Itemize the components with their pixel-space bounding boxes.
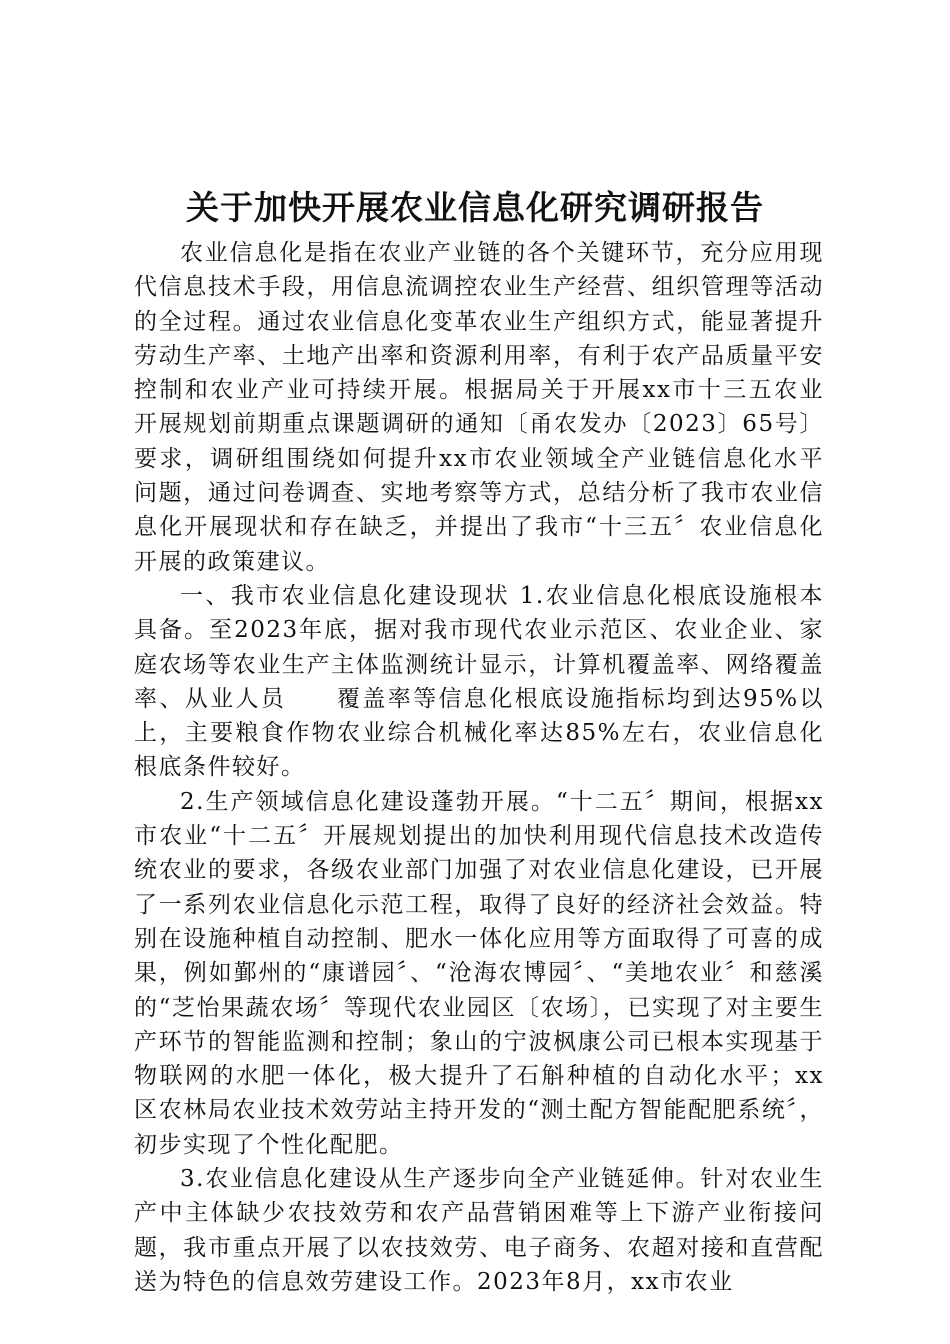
document-title: 关于加快开展农业信息化研究调研报告 [186,188,764,227]
document-body [134,236,824,1299]
paragraph-item-2: 2.生产领域信息化建设蓬勃开展。“十二五〞期间，根据xx市农业“十二五〞开展规划提出的加快利用现代信息技术改造传统农业的要求，各级农业部门加强了对农业信息化建设，已开展了一系列农业信息化示范工程，取得了良好的经济社会效益。特别在设施种植自动控制、肥水一体化应用等方面取得了可喜的成果，例如鄞州的“康谱园〞、“沧海农博园〞、“美地农业〞和慈溪的“芝怡果蔬农场〞等现代农业园区〔农场〕，已实现了对主要生产环节的智能监测和控制；象山的宁波枫康公司已根本实现基于物联网的水肥一体化，极大提升了石斛种植的自动化水平；xx区农林局农业技术效劳站主持开发的“测土配方智能配肥系统〞，初步实现了个性化配肥。 [134,788,824,1158]
paragraph-intro: 农业信息化是指在农业产业链的各个关键环节，充分应用现代信息技术手段，用信息流调控农业生产经营、组织管理等活动的全过程。通过农业信息化变革农业生产组织方式，能显著提升劳动生产率、土地产出率和资源利用率，有利于农产品质量平安控制和农业产业可持续开展。根据局关于开展xx市十三五农业开展规划前期重点课题调研的通知〔甬农发办〔2023〕65号〕要求，调研组围绕如何提升xx市农业领域全产业链信息化水平问题，通过问卷调查、实地考察等方式，总结分析了我市农业信息化开展现状和存在缺乏，并提出了我市“十三五〞农业信息化开展的政策建议。 [134,240,824,575]
paragraph-item-3: 3.农业信息化建设从生产逐步向全产业链延伸。针对农业生产中主体缺少农技效劳和农产品营销困难等上下游产业衔接问题，我市重点开展了以农技效劳、电子商务、农超对接和直营配送为特色的信息效劳建设工作。2023年8月，xx市农业 [134,1166,824,1295]
paragraph-section-1: 一、我市农业信息化建设现状 1.农业信息化根底设施根本具备。至2023年底，据对我市现代农业示范区、农业企业、家庭农场等农业生产主体监测统计显示，计算机覆盖率、网络覆盖率、从业人员 覆盖率等信息化根底设施指标均到达95%以上，主要粮食作物农业综合机械化率达85%左右，农业信息化根底条件较好。 [134,582,824,781]
